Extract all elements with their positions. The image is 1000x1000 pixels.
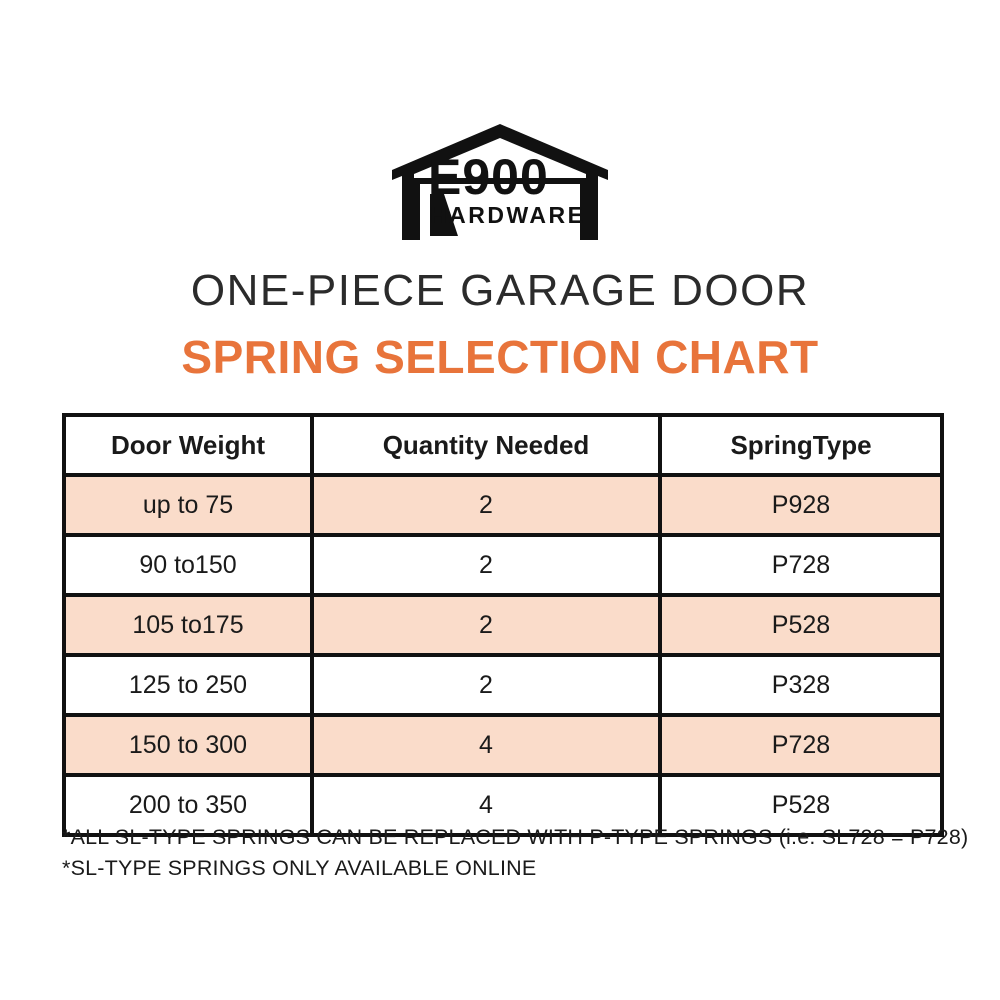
cell-spring-type: P728 <box>660 715 942 775</box>
table-row <box>64 535 942 595</box>
table-header-row <box>64 415 942 475</box>
cell-door-weight: 125 to 250 <box>64 655 312 715</box>
cell-spring-type: P728 <box>660 535 942 595</box>
cell-door-weight: 200 to 350 <box>64 775 312 835</box>
column-header-door-weight: Door Weight <box>64 415 312 475</box>
cell-quantity: 4 <box>312 775 660 835</box>
cell-spring-type: P528 <box>660 775 942 835</box>
column-header-quantity-needed: Quantity Needed <box>312 415 660 475</box>
logo-name-main: E900 <box>428 149 549 205</box>
table-row <box>64 715 942 775</box>
cell-spring-type: P328 <box>660 655 942 715</box>
cell-quantity: 2 <box>312 535 660 595</box>
cell-quantity: 2 <box>312 655 660 715</box>
spring-chart-table-wrap <box>62 413 940 837</box>
table-row <box>64 475 942 535</box>
footnote-2: *SL-TYPE SPRINGS ONLY AVAILABLE ONLINE <box>62 856 537 881</box>
table-row <box>64 655 942 715</box>
cell-door-weight: 90 to150 <box>64 535 312 595</box>
cell-door-weight: up to 75 <box>64 475 312 535</box>
logo-graphic <box>384 118 616 246</box>
table-row <box>64 595 942 655</box>
column-header-spring-type: SpringType <box>660 415 942 475</box>
cell-quantity: 2 <box>312 595 660 655</box>
spring-chart-table <box>62 413 944 837</box>
brand-logo <box>0 118 1000 246</box>
page-title-line2: SPRING SELECTION CHART <box>181 331 819 383</box>
cell-spring-type: P928 <box>660 475 942 535</box>
footnote-1: *ALL SL-TYPE SPRINGS CAN BE REPLACED WITH P-TYPE SPRINGS (i.e. SL728 = P728) <box>62 825 969 849</box>
footnotes <box>62 822 969 884</box>
cell-quantity: 2 <box>312 475 660 535</box>
cell-door-weight: 150 to 300 <box>64 715 312 775</box>
house-outline-icon <box>384 118 616 246</box>
page-title-line1: ONE-PIECE GARAGE DOOR <box>190 266 810 315</box>
logo-name-sub: HARDWARE <box>430 202 586 228</box>
cell-door-weight: 105 to175 <box>64 595 312 655</box>
cell-quantity: 4 <box>312 715 660 775</box>
cell-spring-type: P528 <box>660 595 942 655</box>
